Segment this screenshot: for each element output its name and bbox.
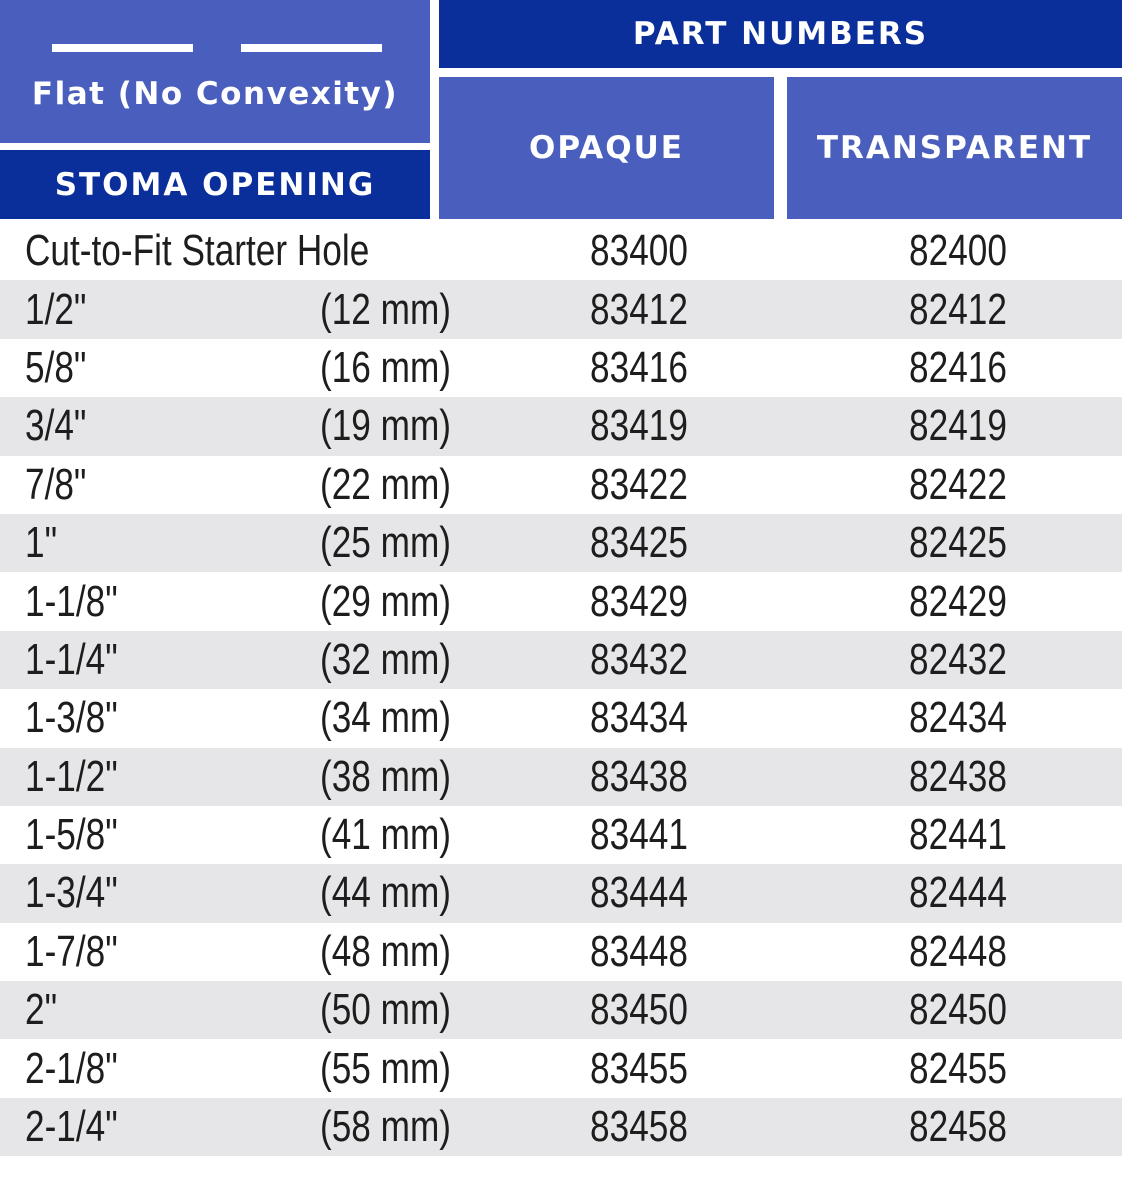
stoma-size-mm: (55 mm) [320, 1043, 452, 1093]
opaque-part-number: 83425 [590, 518, 688, 568]
convexity-label: Flat (No Convexity) [31, 76, 399, 112]
opaque-part-number: 83429 [590, 576, 688, 626]
part-number-table [0, 222, 1122, 1156]
opaque-part-number: 83412 [590, 284, 688, 334]
table-row [0, 806, 1122, 864]
stoma-size: 5/8" [25, 342, 87, 392]
table-row [0, 397, 1122, 455]
stoma-size: 2-1/8" [25, 1043, 118, 1093]
opaque-column-header: OPAQUE [439, 77, 774, 219]
table-row [0, 1098, 1122, 1156]
stoma-size: 1-1/4" [25, 634, 118, 684]
transparent-part-number: 82455 [909, 1043, 1007, 1093]
opaque-part-number: 83422 [590, 459, 688, 509]
opaque-part-number: 83458 [590, 1102, 688, 1152]
table-row [0, 923, 1122, 981]
stoma-size-mm: (50 mm) [320, 985, 452, 1035]
transparent-column-header: TRANSPARENT [787, 77, 1122, 219]
opaque-part-number: 83438 [590, 751, 688, 801]
stoma-size-mm: (25 mm) [320, 518, 452, 568]
transparent-part-number: 82422 [909, 459, 1007, 509]
table-row [0, 514, 1122, 572]
stoma-size-mm: (44 mm) [320, 868, 452, 918]
transparent-part-number: 82444 [909, 868, 1007, 918]
stoma-size-mm: (12 mm) [320, 284, 452, 334]
stoma-size-mm: (41 mm) [320, 810, 452, 860]
stoma-size-mm: (34 mm) [320, 693, 452, 743]
opaque-part-number: 83450 [590, 985, 688, 1035]
table-row [0, 280, 1122, 338]
stoma-size-mm: (58 mm) [320, 1102, 452, 1152]
stoma-size: 2-1/4" [25, 1102, 118, 1152]
transparent-part-number: 82434 [909, 693, 1007, 743]
stoma-size: 3/4" [25, 401, 87, 451]
transparent-part-number: 82448 [909, 926, 1007, 976]
stoma-size: 1-3/4" [25, 868, 118, 918]
transparent-part-number: 82441 [909, 810, 1007, 860]
stoma-opening-header: STOMA OPENING [0, 150, 430, 219]
table-row [0, 631, 1122, 689]
stoma-size: 2" [25, 985, 58, 1035]
table-row [0, 981, 1122, 1039]
stoma-size: 1-1/2" [25, 751, 118, 801]
transparent-part-number: 82425 [909, 518, 1007, 568]
stoma-size-mm: (16 mm) [320, 342, 452, 392]
part-numbers-header: PART NUMBERS [439, 0, 1122, 68]
stoma-size: 1-7/8" [25, 926, 118, 976]
opaque-part-number: 83441 [590, 810, 688, 860]
transparent-part-number: 82458 [909, 1102, 1007, 1152]
stoma-size-mm: (32 mm) [320, 634, 452, 684]
transparent-part-number: 82432 [909, 634, 1007, 684]
table-row [0, 572, 1122, 630]
flat-profile-icon [52, 44, 382, 52]
transparent-part-number: 82412 [909, 284, 1007, 334]
table-row [0, 748, 1122, 806]
table-row [0, 1039, 1122, 1097]
transparent-part-number: 82416 [909, 342, 1007, 392]
stoma-size-mm: (22 mm) [320, 459, 452, 509]
transparent-part-number: 82438 [909, 751, 1007, 801]
stoma-size: 7/8" [25, 459, 87, 509]
stoma-size: Cut-to-Fit Starter Hole [25, 226, 370, 276]
table-row [0, 689, 1122, 747]
stoma-size: 1-5/8" [25, 810, 118, 860]
stoma-size: 1/2" [25, 284, 87, 334]
opaque-part-number: 83448 [590, 926, 688, 976]
table-row [0, 339, 1122, 397]
opaque-part-number: 83434 [590, 693, 688, 743]
convexity-header [0, 0, 430, 143]
table-row [0, 222, 1122, 280]
opaque-part-number: 83455 [590, 1043, 688, 1093]
opaque-part-number: 83400 [590, 226, 688, 276]
opaque-part-number: 83432 [590, 634, 688, 684]
stoma-size-mm: (29 mm) [320, 576, 452, 626]
transparent-part-number: 82450 [909, 985, 1007, 1035]
stoma-size: 1" [25, 518, 58, 568]
table-row [0, 456, 1122, 514]
table-row [0, 864, 1122, 922]
opaque-part-number: 83444 [590, 868, 688, 918]
transparent-part-number: 82429 [909, 576, 1007, 626]
stoma-size-mm: (48 mm) [320, 926, 452, 976]
transparent-part-number: 82419 [909, 401, 1007, 451]
opaque-part-number: 83416 [590, 342, 688, 392]
stoma-size: 1-1/8" [25, 576, 118, 626]
opaque-part-number: 83419 [590, 401, 688, 451]
stoma-size: 1-3/8" [25, 693, 118, 743]
stoma-size-mm: (19 mm) [320, 401, 452, 451]
transparent-part-number: 82400 [909, 226, 1007, 276]
stoma-size-mm: (38 mm) [320, 751, 452, 801]
